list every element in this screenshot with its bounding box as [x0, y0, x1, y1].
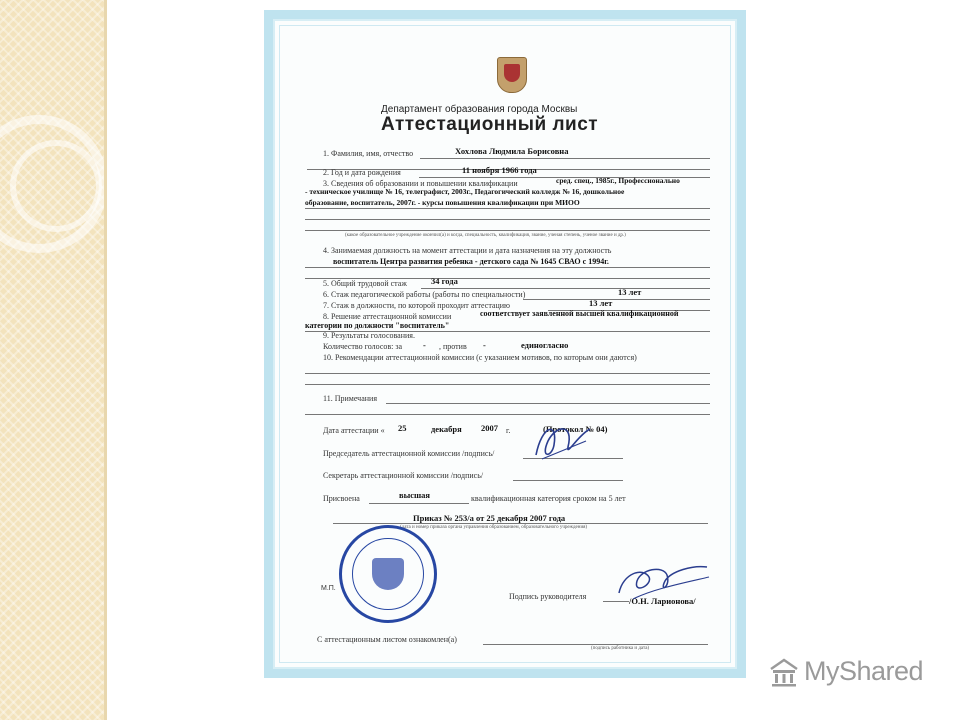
- head-signature-label: Подпись руководителя: [509, 592, 587, 601]
- field-line: [305, 230, 710, 231]
- field-line: [305, 373, 710, 374]
- votes-unanimous-value: единогласно: [521, 340, 569, 350]
- position-experience-value: 13 лет: [589, 298, 613, 308]
- field-line: [333, 523, 708, 524]
- moscow-coat-of-arms-icon: [497, 57, 527, 93]
- education-value: образование, воспитатель, 2007г. - курсы повышения квалификации при МИОО: [305, 198, 580, 207]
- head-name-value: /О.Н. Ларионова/: [629, 596, 696, 606]
- field-label: 9. Результаты голосования.: [323, 331, 415, 340]
- full-name-value: Хохлова Людмила Борисовна: [455, 146, 569, 156]
- votes-for-value: -: [423, 340, 426, 350]
- field-label: 2. Год и дата рождения: [323, 168, 401, 177]
- field-line: [305, 208, 710, 209]
- acquainted-label: С аттестационным листом ознакомлен(а): [317, 635, 457, 644]
- field-label: 1. Фамилия, имя, отчество: [323, 149, 414, 158]
- page-title: Аттестационный лист: [381, 114, 599, 135]
- assigned-category-value: высшая: [399, 490, 431, 500]
- attestation-day: 25: [398, 423, 407, 433]
- attestation-sheet: [264, 10, 746, 678]
- year-suffix: г.: [506, 426, 511, 435]
- order-value: Приказ № 253/а от 25 декабря 2007 года: [413, 513, 566, 523]
- field-label: 5. Общий трудовой стаж: [323, 279, 407, 288]
- department-name: Департамент образования города Москвы: [381, 104, 578, 115]
- field-line: [305, 219, 710, 220]
- education-value: - техническое училище № 16, телеграфист, 2003г., Педагогический колледж № 16, дошкольное: [305, 187, 625, 196]
- acquainted-hint: (подпись работника и дата): [591, 646, 650, 651]
- total-experience-value: 34 года: [431, 276, 458, 286]
- field-line: [305, 384, 710, 385]
- myshared-logo-text: MyShared: [804, 656, 924, 686]
- protocol-number: (Протокол № 04): [543, 424, 608, 434]
- chairman-label: Председатель аттестационной комиссии /подпись/: [323, 449, 495, 458]
- attestation-year: 2007: [481, 423, 498, 433]
- field-hint: (какое образовательное учреждение окончил(а) и когда, специальность, квалификация, звание, ученая степень, ученое звание и др.): [345, 233, 626, 238]
- official-seal-stamp-icon: [339, 525, 437, 623]
- commission-decision-value: соответствует заявленной высшей квалификационной: [480, 309, 679, 318]
- field-label: 10. Рекомендации аттестационной комиссии (с указанием мотивов, по которым они даются): [323, 353, 637, 362]
- myshared-logo: [768, 656, 923, 687]
- birth-date-value: 11 ноября 1966 года: [462, 165, 537, 175]
- signature-line: [513, 480, 623, 481]
- attestation-month: декабря: [431, 424, 462, 434]
- education-value: сред. спец., 1985г., Профессионально: [556, 176, 680, 185]
- votes-label: Количество голосов: за: [323, 342, 403, 351]
- field-label: 3. Сведения об образовании и повышении квалификации: [323, 179, 518, 188]
- field-label: 11. Примечания: [323, 394, 377, 403]
- assigned-suffix: квалификационная категория сроком на 5 лет: [471, 494, 626, 503]
- field-line: [305, 414, 710, 415]
- field-line: [421, 288, 710, 289]
- mp-label: М.П.: [321, 585, 336, 592]
- field-line: [369, 503, 469, 504]
- votes-against-value: -: [483, 340, 486, 350]
- field-label: 8. Решение аттестационной комиссии: [323, 312, 452, 321]
- decorative-ring: [10, 140, 102, 232]
- secretary-label: Секретарь аттестационной комиссии /подпись/: [323, 471, 484, 480]
- commission-decision-value: категории по должности "воспитатель": [305, 321, 450, 330]
- field-line: [386, 403, 710, 404]
- teaching-experience-value: 13 лет: [618, 287, 642, 297]
- decorative-side-panel: [0, 0, 106, 720]
- head-signature-icon: [613, 559, 713, 605]
- votes-against-label: , против: [439, 342, 467, 351]
- field-line: [305, 267, 710, 268]
- chairman-signature-icon: [528, 415, 598, 467]
- order-hint: (дата и номер приказа органа управления образованием, образовательного учреждения): [400, 525, 588, 530]
- position-value: воспитатель Центра развития ребенка - детского сада № 1645 СВАО с 1994г.: [333, 257, 609, 266]
- field-line: [420, 158, 710, 159]
- myshared-logo-icon: [768, 657, 800, 687]
- assigned-label: Присвоена: [323, 494, 360, 503]
- field-label: 4. Занимаемая должность на момент аттестации и дата назначения на эту должность: [323, 246, 612, 255]
- signature-line: [483, 644, 708, 645]
- decorative-divider: [104, 0, 107, 720]
- field-label: 7. Стаж в должности, по которой проходит аттестацию: [323, 301, 511, 310]
- field-line: [523, 299, 710, 300]
- attestation-date-label: Дата аттестации «: [323, 426, 385, 435]
- field-label: 6. Стаж педагогической работы (работы по специальности): [323, 290, 526, 299]
